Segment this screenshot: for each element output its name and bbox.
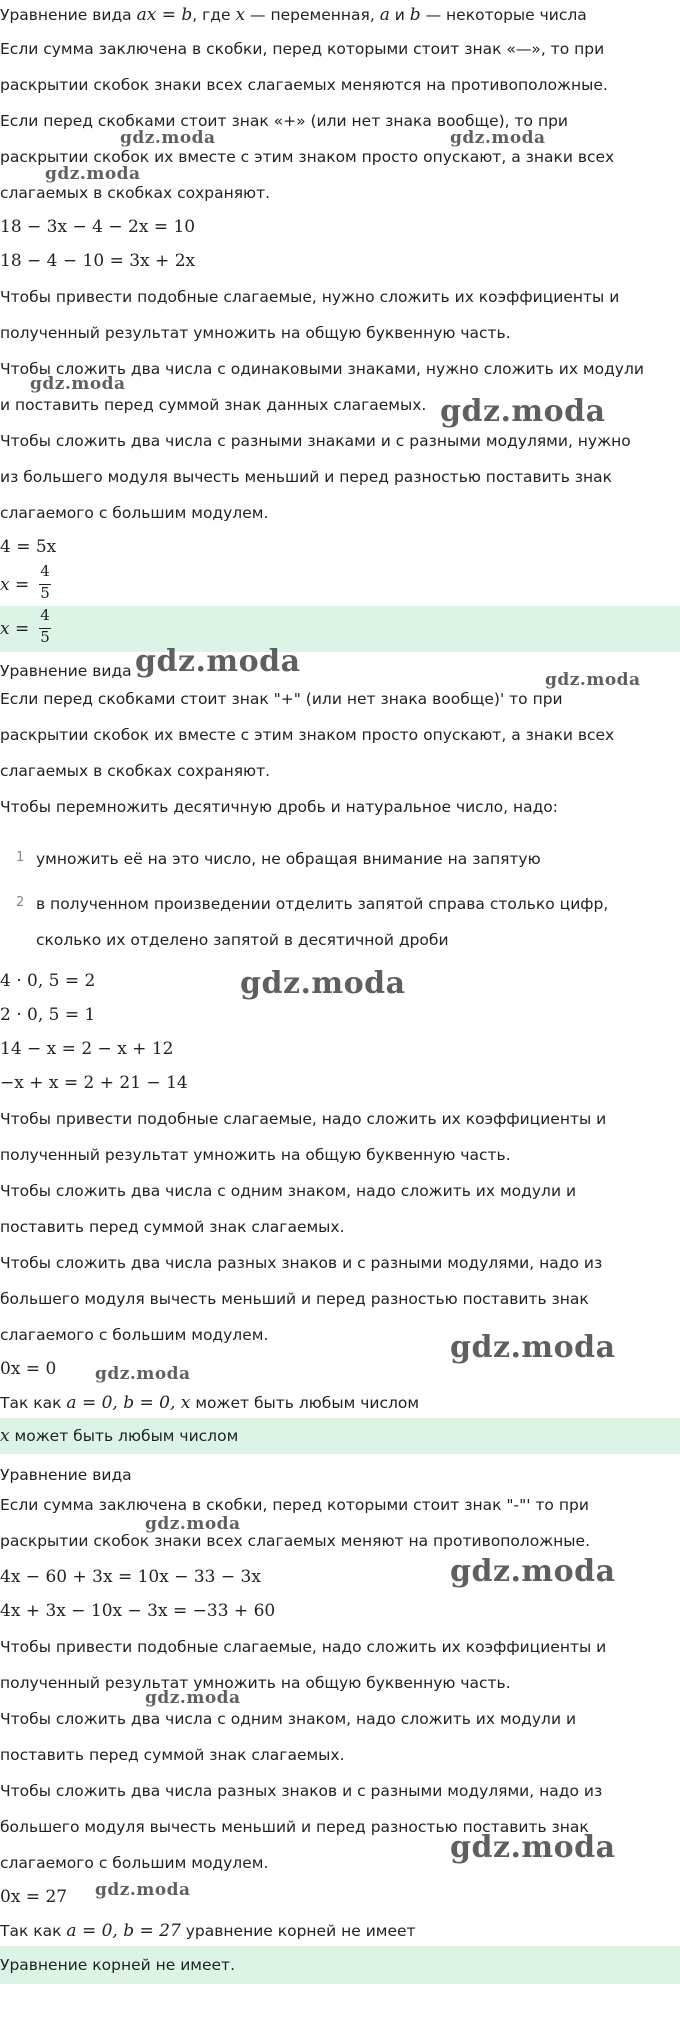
intro-a: a <box>379 5 390 25</box>
list-number-1: 1 <box>16 850 25 865</box>
conclusion-suffix: уравнение корней не имеет <box>185 1922 416 1940</box>
like-terms-rule-line-2: полученный результат умножить на общую буквенную часть. <box>0 324 511 342</box>
section2-equation-2: 2 · 0, 5 = 1 <box>0 1005 96 1025</box>
answer-2 <box>0 1425 238 1447</box>
equation-step-3: 4 = 5x <box>0 537 57 557</box>
conclusion-math: a = 0, b = 0, x <box>66 1393 191 1413</box>
section3-equation-2: 4x + 3x − 10x − 3x = −33 + 60 <box>0 1601 276 1621</box>
list-item-1: умножить её на это число, не обращая внимание на запятую <box>36 850 541 868</box>
intro-prefix: Уравнение вида <box>0 6 132 24</box>
watermark: gdz.moda <box>30 374 126 394</box>
conclusion-math: a = 0, b = 27 <box>66 1921 181 1941</box>
watermark: gdz.moda <box>120 128 216 148</box>
section2-like-terms-line-1: Чтобы привести подобные слагаемые, надо сложить их коэффициенты и <box>0 1110 607 1128</box>
same-sign-rule-line-2: и поставить перед суммой знак данных слагаемых. <box>0 396 427 414</box>
section2-plus-rule-line-3: слагаемых в скобках сохраняют. <box>0 762 271 780</box>
section2-equation-1: 4 · 0, 5 = 2 <box>0 971 96 991</box>
watermark: gdz.moda <box>440 394 606 429</box>
section3-minus-rule-line-2: раскрытии скобок знаки всех слагаемых меняют на противоположные. <box>0 1532 590 1550</box>
section3-diff-sign-line-1: Чтобы сложить два числа разных знаков и с разными модулями, надо из <box>0 1782 603 1800</box>
minus-rule-line-1: Если сумма заключена в скобки, перед которыми стоит знак «—», то при <box>0 40 605 58</box>
equation-step-1: 18 − 3x − 4 − 2x = 10 <box>0 217 196 237</box>
watermark: gdz.moda <box>240 966 406 1001</box>
answer-3: Уравнение корней не имеет. <box>0 1956 236 1974</box>
answer-1-lhs: x = <box>0 619 30 639</box>
section2-conclusion <box>0 1392 419 1414</box>
section2-equation-4: −x + x = 2 + 21 − 14 <box>0 1073 188 1093</box>
intro-variable: x <box>235 5 246 25</box>
fraction-denominator: 5 <box>40 628 50 646</box>
answer-band-1 <box>0 606 680 652</box>
answer-1-fraction <box>38 606 52 650</box>
equation-step-4-lhs: x = <box>0 575 30 595</box>
section3-conclusion <box>0 1920 416 1942</box>
watermark: gdz.moda <box>145 1688 241 1708</box>
section3-equation-1: 4x − 60 + 3x = 10x − 33 − 3x <box>0 1567 261 1587</box>
section3-equation-3: 0x = 27 <box>0 1887 68 1907</box>
section2-intro: Уравнение вида <box>0 662 132 680</box>
section3-same-sign-line-1: Чтобы сложить два числа с одним знаком, надо сложить их модули и <box>0 1710 577 1728</box>
intro-and: и <box>394 6 405 24</box>
conclusion-prefix: Так как <box>0 1394 62 1412</box>
section3-intro: Уравнение вида <box>0 1466 132 1484</box>
fraction-denominator: 5 <box>40 584 50 602</box>
watermark: gdz.moda <box>450 1554 616 1589</box>
section3-diff-sign-line-2: большего модуля вычесть меньший и перед разностью поставить знак <box>0 1818 589 1836</box>
list-item-2-line-1: в полученном произведении отделить запятой справа столько цифр, <box>36 895 609 913</box>
fraction-numerator: 4 <box>40 606 50 624</box>
equation-step-4-fraction <box>38 562 52 606</box>
minus-rule-line-2: раскрытии скобок знаки всех слагаемых меняются на противоположные. <box>0 76 608 94</box>
decimal-rule: Чтобы перемножить десятичную дробь и натуральное число, надо: <box>0 798 558 816</box>
fraction-numerator: 4 <box>40 562 50 580</box>
section2-diff-sign-line-3: слагаемого с большим модулем. <box>0 1326 269 1344</box>
intro-b: b <box>409 5 421 25</box>
watermark: gdz.moda <box>145 1514 241 1534</box>
list-number-2: 2 <box>16 895 25 910</box>
section2-plus-rule-line-2: раскрытии скобок их вместе с этим знаком просто опускают, а знаки всех <box>0 726 615 744</box>
watermark: gdz.moda <box>545 670 641 690</box>
same-sign-rule-line-1: Чтобы сложить два числа с одинаковыми знаками, нужно сложить их модули <box>0 360 644 378</box>
answer-2-variable: x <box>0 1426 10 1446</box>
diff-sign-rule-line-2: из большего модуля вычесть меньший и перед разностью поставить знак <box>0 468 613 486</box>
section2-diff-sign-line-2: большего модуля вычесть меньший и перед разностью поставить знак <box>0 1290 589 1308</box>
diff-sign-rule-line-3: слагаемого с большим модулем. <box>0 504 269 522</box>
answer-2-text: может быть любым числом <box>14 1427 239 1445</box>
section2-equation-5: 0x = 0 <box>0 1359 57 1379</box>
equation-step-2: 18 − 4 − 10 = 3x + 2x <box>0 251 196 271</box>
intro-suffix: — некоторые числа <box>425 6 587 24</box>
intro-equation: ax = b <box>136 5 193 25</box>
conclusion-prefix: Так как <box>0 1922 62 1940</box>
section2-equation-3: 14 − x = 2 − x + 12 <box>0 1039 174 1059</box>
section3-minus-rule-line-1: Если сумма заключена в скобки, перед которыми стоит знак "-"' то при <box>0 1496 589 1514</box>
intro-mid: , где <box>192 6 231 24</box>
section2-same-sign-line-2: поставить перед суммой знак слагаемых. <box>0 1218 345 1236</box>
section2-like-terms-line-2: полученный результат умножить на общую буквенную часть. <box>0 1146 511 1164</box>
section3-diff-sign-line-3: слагаемого с большим модулем. <box>0 1854 269 1872</box>
watermark: gdz.moda <box>450 128 546 148</box>
equation-form-intro <box>0 4 587 26</box>
section2-plus-rule-line-1: Если перед скобками стоит знак "+" (или нет знака вообще)' то при <box>0 690 563 708</box>
plus-rule-line-1: Если перед скобками стоит знак «+» (или нет знака вообще), то при <box>0 112 568 130</box>
plus-rule-line-3: слагаемых в скобках сохраняют. <box>0 184 271 202</box>
section2-diff-sign-line-1: Чтобы сложить два числа разных знаков и с разными модулями, надо из <box>0 1254 603 1272</box>
intro-mid2: — переменная, <box>250 6 375 24</box>
watermark: gdz.moda <box>450 1830 616 1865</box>
watermark: gdz.moda <box>95 1880 191 1900</box>
watermark: gdz.moda <box>95 1364 191 1384</box>
section3-same-sign-line-2: поставить перед суммой знак слагаемых. <box>0 1746 345 1764</box>
conclusion-suffix: может быть любым числом <box>195 1394 420 1412</box>
watermark: gdz.moda <box>450 1330 616 1365</box>
list-item-2-line-2: сколько их отделено запятой в десятичной дроби <box>36 931 449 949</box>
section2-same-sign-line-1: Чтобы сложить два числа с одним знаком, надо сложить их модули и <box>0 1182 577 1200</box>
section3-like-terms-line-1: Чтобы привести подобные слагаемые, надо сложить их коэффициенты и <box>0 1638 607 1656</box>
watermark: gdz.moda <box>135 644 301 679</box>
plus-rule-line-2: раскрытии скобок их вместе с этим знаком просто опускают, а знаки всех <box>0 148 615 166</box>
diff-sign-rule-line-1: Чтобы сложить два числа с разными знаками и с разными модулями, нужно <box>0 432 631 450</box>
watermark: gdz.moda <box>45 164 141 184</box>
like-terms-rule-line-1: Чтобы привести подобные слагаемые, нужно сложить их коэффициенты и <box>0 288 620 306</box>
section3-like-terms-line-2: полученный результат умножить на общую буквенную часть. <box>0 1674 511 1692</box>
